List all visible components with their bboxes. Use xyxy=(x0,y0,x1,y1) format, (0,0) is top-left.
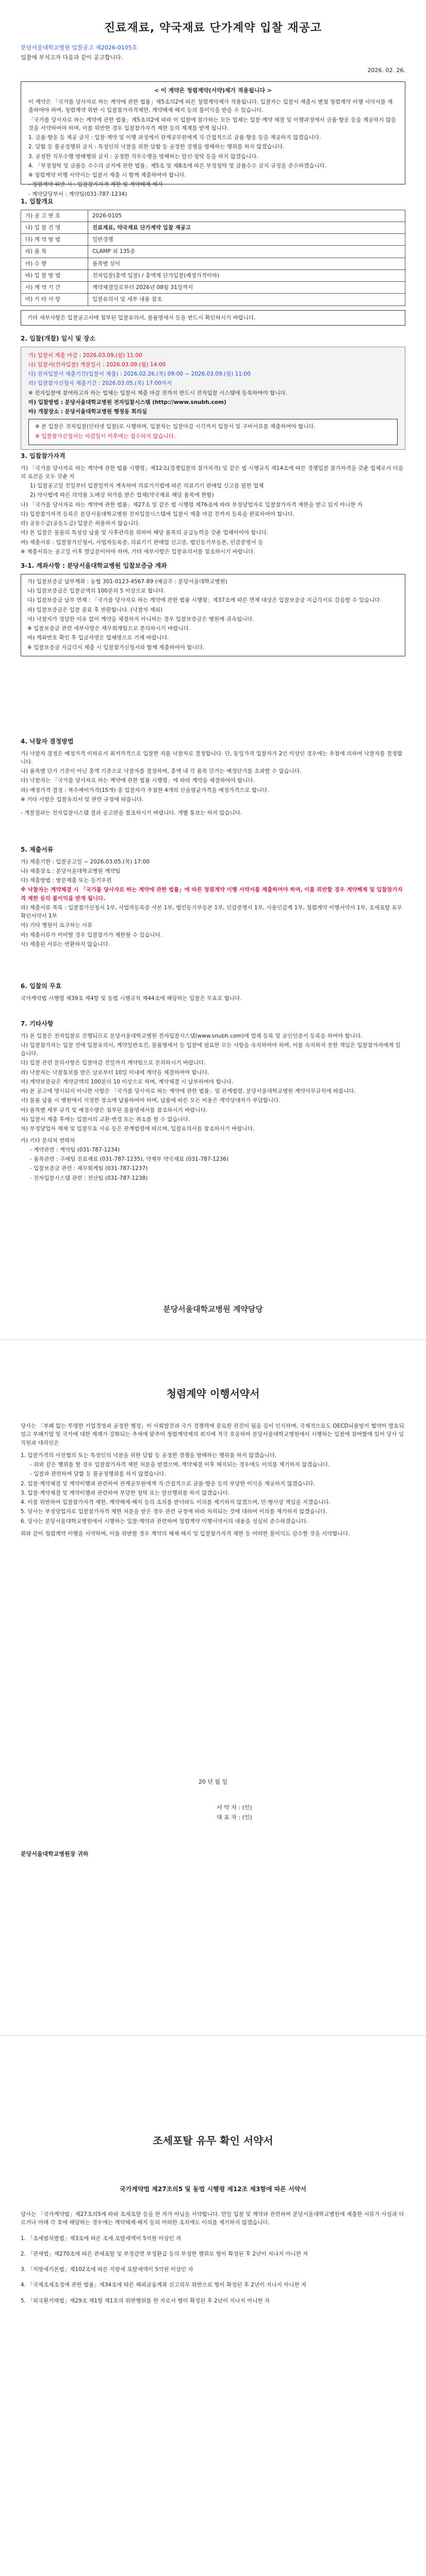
schedule-note xyxy=(28,419,398,445)
misc-line: 차) 부정당업자 제재 및 입찰무효 사유 등은 관계법령에 따르며, 입찰유의서를 참조하시기 바랍니다. xyxy=(21,1126,255,1132)
pledge1-paragraph: - 위와 같은 행위를 할 경우 입찰참가자격 제한 처분을 받겠으며, 계약체결 이후 해지되는 경우에도 이의를 제기하지 않겠습니다. xyxy=(30,1462,330,1468)
eligibility-line: 2) 약사법에 따른 의약품 도매상 허가를 받은 업체(약국재료 해당 품목에 한함) xyxy=(30,492,214,499)
signature-line: 대 표 자 : (인) xyxy=(217,1814,252,1821)
contact-line: - 품목관련 : 구매팀 진료재료 (031-787-1235), 약제부 약국재료 (031-787-1236) xyxy=(30,1156,229,1163)
section-misc xyxy=(21,1019,405,1183)
documents-line: 마) 기타 병원이 요구하는 서류 xyxy=(21,922,93,929)
pledge2-title: 조세포탈 유무 확인 서약서 xyxy=(153,2134,273,2147)
documents-line: 바) 제출서류가 미비할 경우 입찰참가가 제한될 수 있습니다. xyxy=(21,931,162,938)
section-eligibility xyxy=(21,451,405,656)
contact-line: - 입찰보증금 관련 : 재무회계팀 (031-787-1237) xyxy=(30,1165,148,1172)
documents-warning: ※ 낙찰자는 계약체결 시 「국가를 당사자로 하는 계약에 관한 법률」에 따른 청렴계약 이행 서약서를 제출하여야 하며, 이를 위반할 경우 계약해제 및 입찰참가자격 제한 등의 불이익을 받게 됩니다. xyxy=(21,887,403,902)
row-value: 계약체결일로부터 2026년 08월 31일까지 xyxy=(88,282,405,294)
deposit-line: 라) 입찰보증금은 입찰 종료 후 반환합니다. (낙찰자 제외) xyxy=(27,606,163,613)
misc-line: 마) 계약보증금은 계약금액의 100분의 10 이상으로 하며, 계약체결 시 납부하여야 합니다. xyxy=(21,1078,234,1085)
row-value: 품목별 상이 xyxy=(88,258,405,269)
misc-line: 가) 본 입찰은 전자입찰로 진행되므로 분당서울대학교병원 전자입찰시스템(www.snubh.com)에 업체 등록 및 공인인증서 등록을 하여야 합니다. xyxy=(21,1032,363,1039)
pledge1-paragraph: 3. 입찰·계약체결 및 계약이행과 관련하여 부당한 청탁 또는 알선행위를 하지 않겠습니다. xyxy=(21,1489,230,1496)
eligibility-line: 라) 공동수급(공동도급) 입찰은 허용하지 않습니다. xyxy=(21,520,140,527)
notice-number: 분당서울대학교병원 입찰공고 제2026-0105호 xyxy=(21,44,138,51)
pledge2-paragraph: 2. 「관세법」제270조에 따른 관세포탈 및 부정감면 부정환급 등의 부정한 행위로 형이 확정된 후 2년이 지나지 아니한 자 xyxy=(21,2250,308,2257)
eligibility-line: 바) 제출서류 : 입찰참가신청서, 사업자등록증, 의료기기 판매업 신고증, 법인등기부등본, 인감증명서 등 xyxy=(21,539,264,546)
row-key: 마) 수 량 xyxy=(21,258,88,269)
row-key: 사) 계 약 기 간 xyxy=(21,282,88,294)
ethics-line: 3. 공정한 직무수행 방해행위 금지 : 공정한 직무수행을 방해하는 알선·청탁 등을 하지 않겠습니다. xyxy=(28,153,258,160)
deposit-line: 다) 입찰보증금 납부 면제 : 「국가를 당사자로 하는 계약에 관한 법률 시행령」제37조에 따른 면제 대상은 입찰보증금 지급각서로 갈음할 수 있습니다. xyxy=(27,597,382,604)
row-key: 나) 입 찰 건 명 xyxy=(21,222,88,233)
pledge1-signatures xyxy=(21,1803,405,1823)
pledge1-paragraph: 1. 입찰가격의 사전협의 또는 특정인의 낙찰을 위한 담합 등 공정한 경쟁을 방해하는 행위를 하지 않겠습니다. xyxy=(21,1452,277,1459)
row-value: 2026-0105 xyxy=(88,210,405,222)
table-row xyxy=(21,222,405,233)
overview-table xyxy=(21,210,405,306)
table-row xyxy=(21,258,405,269)
deposit-line: 바) 계좌번호 확인 후 입금자명은 업체명으로 기재 바랍니다. xyxy=(27,635,169,641)
page-divider xyxy=(0,2035,426,2036)
notice-title: 진료재료, 약국재료 단가계약 입찰 재공고 xyxy=(104,22,322,35)
award-line: 라) 예정가격 결정 : 복수예비가격(15개) 중 입찰자가 추첨한 4개의 산술평균가격을 예정가격으로 합니다. xyxy=(21,787,269,793)
deposit-line: ※ 입찰보증금 지급각서 제출 시 입찰참가신청서와 함께 제출하여야 합니다. xyxy=(27,644,205,651)
section-heading: 7. 기타사항 xyxy=(21,1020,54,1027)
schedule-line: ※ 입찰참가신청서는 마감일시 이후에는 접수하지 않습니다. xyxy=(35,433,176,439)
schedule-line: 나) 입찰서(전자입찰) 개찰일시 : 2026.03.09.(월) 14:00 xyxy=(28,361,166,368)
row-key: 아) 기 타 사 항 xyxy=(21,294,88,306)
deposit-line: ※ 입찰보증금 관련 세부사항은 재무회계팀으로 문의하시기 바랍니다. xyxy=(27,625,191,632)
eligibility-line: 가) 「국가를 당사자로 하는 계약에 관한 법률 시행령」제12조(경쟁입찰의 참가자격) 및 같은 법 시행규칙 제14조에 따른 경쟁입찰 참가자격을 갖춘 업체로서 다음의 요건을 모두 갖춘 자 xyxy=(21,465,404,480)
section-overview xyxy=(21,197,405,326)
row-value: 입찰유의서 및 세부 내용 참조 xyxy=(88,294,405,306)
table-row xyxy=(21,210,405,222)
pledge1-paragraph: - 입찰과 관련하여 담합 등 불공정행위를 하지 않겠습니다. xyxy=(30,1471,166,1478)
pledge2-paragraph: 3. 「지방세기본법」제102조에 따른 지방세 포탈세액이 5억원 이상인 자 xyxy=(21,2266,193,2273)
pledge2-paragraph: 4. 「국제조세조정에 관한 법률」제34조에 따른 해외금융계좌 신고의무 위반으로 형이 확정된 후 2년이 지나지 아니한 자 xyxy=(21,2282,307,2289)
invalid-line: 국가계약법 시행령 제39조 제4항 및 동법 시행규칙 제44조에 해당하는 입찰은 무효로 합니다. xyxy=(21,995,242,1002)
schedule-box xyxy=(21,347,405,450)
table-row xyxy=(21,234,405,246)
row-key: 라) 품 목 xyxy=(21,246,88,258)
notice-date: 2026. 02. 26. xyxy=(367,67,405,74)
documents-line: 가) 제출기한 : 입찰공고일 ~ 2026.03.05.(목) 17:00 xyxy=(21,858,150,865)
notice-intro: 입찰에 부치고자 다음과 같이 공고합니다. xyxy=(21,54,123,61)
section-award xyxy=(21,737,405,818)
pledge1-paragraph: 2. 입찰·계약체결 및 계약이행과 관련하여 관계공무원에게 직·간접적으로 금품·향응 등의 부당한 이익을 제공하지 않겠습니다. xyxy=(21,1480,315,1487)
notice-header xyxy=(21,43,405,63)
schedule-line: 다) 전자입찰서 제출기간(입찰서 제출) : 2026.02.26.(목) 09:00 ~ 2026.03.09.(월) 11:00 xyxy=(28,371,251,378)
section-invalid xyxy=(21,981,405,1004)
schedule-line: ※ 전자입찰에 참여하고자 하는 업체는 입찰서 제출 마감 전까지 반드시 전자입찰 시스템에 등록하여야 합니다. xyxy=(28,389,287,396)
ethics-line: 이 계약은 「국가를 당사자로 하는 계약에 관한 법률」제5조의2에 따른 청렴계약제가 적용됩니다. 입찰자는 입찰서 제출시 별첨 청렴계약 이행 서약서를 제출하여야 하며, 청렴계약 위반 시 입찰참가자격제한, 계약해제·해지 등의 불이익을 받을 수 있습니다. xyxy=(28,99,393,114)
row-key: 바) 입 찰 방 법 xyxy=(21,269,88,281)
schedule-line: 가) 입찰서 제출 마감 : 2026.03.09.(월) 11:00 xyxy=(28,352,142,359)
misc-line: 자) 입찰서 제출 후에는 입찰서의 교환·변경 또는 취소를 할 수 없습니다. xyxy=(21,1116,190,1123)
schedule-line: 바) 개찰장소 : 분당서울대학교병원 행정동 회의실 xyxy=(28,409,148,415)
misc-line: 아) 품목별 세부 규격 및 예정수량은 첨부된 물품명세서를 참조하시기 바랍니다. xyxy=(21,1107,208,1113)
overview-note: 기타 세부사항은 입찰공고서에 첨부된 입찰유의서, 물품명세서 등을 반드시 확인하시기 바랍니다. xyxy=(21,310,405,326)
schedule-line: ※ 본 입찰은 전자입찰(인터넷 입찰)로 시행하며, 입찰자는 입찰마감 시각까지 입찰서 및 구비서류를 제출하여야 합니다. xyxy=(35,423,316,430)
section-heading: 3. 입찰참가자격 xyxy=(21,452,65,460)
misc-line: 라) 낙찰자는 낙찰통보를 받은 날로부터 10일 이내에 계약을 체결하여야 합니다. xyxy=(21,1069,209,1076)
award-line: 다) 낙찰자는 「국가를 당사자로 하는 계약에 관한 법률 시행령」에 따라 계약을 체결하여야 합니다. xyxy=(21,777,255,784)
section-heading: 2. 입찰(개찰) 일시 및 장소 xyxy=(21,335,95,342)
contact-line: - 계약관련 : 계약팀 (031-787-1234) xyxy=(30,1146,120,1153)
section-documents xyxy=(21,845,405,950)
row-value: 일반경쟁 xyxy=(88,234,405,246)
eligibility-line: 다) 입찰참가자격 등록은 분당서울대학교병원 전자입찰시스템에 입찰서 제출 마감 전까지 등록을 완료하여야 합니다. xyxy=(21,511,295,517)
ethics-line: - 청렴계약 위반 시 : 입찰참가자격 제한 및 계약해제·해지 xyxy=(28,181,163,188)
section-heading: 4. 낙찰자 결정방법 xyxy=(21,738,74,745)
award-result-note: - 개찰결과는 전자입찰시스템 결과 공고란을 참조하시기 바랍니다. 개별 통보는 하지 않습니다. xyxy=(21,810,242,817)
pledge2-body xyxy=(21,2210,405,2312)
documents-line: 다) 제출방법 : 방문제출 또는 등기우편 xyxy=(21,877,112,884)
award-line: 나) 품목별 단가 기준이 아닌 총액 기준으로 낙찰자를 결정하며, 총액 내 각 품목 단가는 예정단가를 초과할 수 없습니다. xyxy=(21,768,302,775)
row-value: CLAMP 외 135종 xyxy=(88,246,405,258)
table-row xyxy=(21,282,405,294)
misc-line: 바) 본 공고에 명시되지 아니한 사항은 「국가를 당사자로 하는 계약에 관한 법률」및 관계법령, 분당서울대학교병원 계약사무규칙에 따릅니다. xyxy=(21,1088,356,1095)
ethics-line: 4. 「부정청탁 및 금품등 수수의 금지에 관한 법률」제5조 및 제8조에 따른 부정청탁 및 금품수수 금지 규정을 준수하겠습니다. xyxy=(28,162,326,169)
eligibility-line: ※ 제출서류는 공고일 이후 발급분이어야 하며, 기타 세부사항은 입찰유의서를 참조하시기 바랍니다. xyxy=(21,548,255,555)
misc-line: 다) 입찰 관련 문의사항은 입찰마감 전일까지 계약팀으로 문의하시기 바랍니다. xyxy=(21,1060,206,1066)
section-heading: 1. 입찰개요 xyxy=(21,198,54,205)
ethics-line: 2. 담합 등 불공정행위 금지 : 특정인의 낙찰을 위한 담합 등 공정한 경쟁을 방해하는 행위를 하지 않겠습니다. xyxy=(28,144,285,150)
deposit-box xyxy=(21,574,405,656)
deposit-line: 마) 낙찰자가 정당한 이유 없이 계약을 체결하지 아니하는 경우 입찰보증금은 병원에 귀속됩니다. xyxy=(27,616,254,622)
pledge1-paragraph: 5. 당사는 부정당업자로 입찰참가자격 제한 처분을 받은 경우 관련 규정에 따라 처리되는 것에 대하여 이의를 제기하지 않겠습니다. xyxy=(21,1509,327,1515)
row-value: 전자입찰(총액 입찰) / 총액제 단가입찰(예정가격이하) xyxy=(88,269,405,281)
section-schedule xyxy=(21,334,405,450)
row-key: 가) 공 고 번 호 xyxy=(21,210,88,222)
ethics-line: ※ 청렴계약 이행 서약서는 입찰서 제출 시 함께 제출하여야 합니다. xyxy=(28,172,186,179)
award-line: ※ 기타 사항은 입찰유의서 및 관련 규정에 따릅니다. xyxy=(21,796,144,803)
eligibility-line: 1) 입찰공고일 전일부터 입찰일까지 계속하여 의료기기법에 따른 의료기기 판매업 신고를 필한 업체 xyxy=(30,483,264,489)
pledge1-paragraph: 위와 같이 청렴계약 이행을 서약하며, 이를 위반할 경우 계약의 해제·해지 및 입찰참가자격 제한 등 어떠한 불이익도 감수할 것을 서약합니다. xyxy=(21,1530,350,1537)
issuer-name: 분당서울대학교병원 계약담당 xyxy=(163,1304,263,1314)
table-row xyxy=(21,246,405,258)
schedule-line: 마) 입찰방법 : 분당서울대학교병원 전자입찰시스템 (http://www.snubh.com) xyxy=(28,399,226,405)
deposit-line: 가) 입찰보증금 납부계좌 : 농협 301-0123-4567-89 (예금주 : 분당서울대학교병원) xyxy=(27,578,227,585)
eligibility-line: 나) 「국가를 당사자로 하는 계약에 관한 법률」제27조 및 같은 법 시행령 제76조에 따라 부정당업자로 입찰참가자격 제한을 받고 있지 아니한 자 xyxy=(21,501,363,508)
documents-line: 사) 제출된 서류는 반환하지 않습니다. xyxy=(21,941,110,947)
ethics-box-body xyxy=(28,98,398,198)
subsection-heading: 3-1. 계좌사항 : 분당서울대학교병원 입찰보증금 계좌 xyxy=(21,562,167,570)
table-row xyxy=(21,269,405,281)
ethics-box xyxy=(21,81,405,197)
pledge1-body xyxy=(21,1422,405,1539)
documents-line: 나) 제출장소 : 분당서울대학교병원 계약팀 xyxy=(21,868,121,874)
pledge1-paragraph: 당사는 「부패 없는 투명한 기업경영과 공정한 행정」이 사회발전과 국가 경쟁력에 중요한 관건이 됨을 깊이 인식하며, 국제적으로도 OECD뇌물방지 협약이 발효되었고 부패기업 및 국가에 대한 제재가 강화되는 추세에 맞추어 청렴계약제의 취지에 적극 호응하여 분당서울대학교병원에서 시행하는 입찰에 참여함에 있어 당사 임직원과 대리인은 xyxy=(21,1423,404,1446)
pledge2-paragraph: 당사는 「국가계약법」제27조의5에 따라 조세포탈 등을 한 자가 아님을 서약합니다. 만일 입찰 및 계약과 관련하여 분당서울대학교병원에 제출한 서류가 사실과 다르거나 아래 각 호에 해당하는 경우에는 계약해제·해지 등의 어떠한 조치에도 이의를 제기하지 않겠습니다. xyxy=(21,2211,404,2226)
row-value: 진료재료, 약국재료 단가계약 입찰 재공고 xyxy=(88,222,405,233)
pledge2-paragraph: 1. 「조세범처벌법」제3조에 따른 조세 포탈세액이 5억원 이상인 자 xyxy=(21,2235,182,2242)
section-heading: 6. 입찰의 무효 xyxy=(21,982,62,990)
pledge1-title: 청렴계약 이행서약서 xyxy=(166,1387,260,1400)
pledge1-paragraph: 4. 이를 위반하여 입찰참가자격 제한, 계약해제·해지 등의 조치를 받더라도 이의를 제기하지 않겠으며, 민·형사상 책임을 지겠습니다. xyxy=(21,1499,331,1506)
contacts-heading: 카) 기타 문의처 연락처 xyxy=(21,1137,75,1144)
pledge1-date: 20 년 월 일 xyxy=(198,1778,228,1785)
misc-line: 나) 입찰참가자는 입찰 전에 입찰유의서, 계약일반조건, 물품명세서 등 입찰에 필요한 모든 사항을 숙지하여야 하며, 이를 숙지하지 못한 책임은 입찰참가자에게 있습니다. xyxy=(21,1042,401,1057)
row-key: 다) 계 약 방 법 xyxy=(21,234,88,246)
signature-line: 서 약 자 : (인) xyxy=(217,1804,252,1811)
pledge1-paragraph: 6. 당사는 분당서울대학교병원에서 시행하는 입찰·계약과 관련하여 청렴계약 이행서약서의 내용을 성실히 준수하겠습니다. xyxy=(21,1518,308,1524)
ethics-line: - 계약담당부서 : 계약팀(031-787-1234) xyxy=(28,191,127,197)
schedule-line: 라) 입찰참가신청서 제출기간 : 2026.03.05.(목) 17:00까지 xyxy=(28,380,172,387)
ethics-line: 1. 금품·향응 등 제공 금지 : 입찰·계약 및 이행 과정에서 관계공무원에게 직·간접적으로 금품·향응 등을 제공하지 않겠습니다. xyxy=(28,134,321,141)
ethics-line: 「국가를 당사자로 하는 계약에 관한 법률」제5조의2에 따라 이 입찰에 참가하는 모든 업체는 입찰·계약 체결 및 이행과정에서 금품·향응 등을 제공하지 않을 것을 서약하여야 하며, 이를 위반한 경우 입찰참가자격 제한 등의 제재를 받게 됩니다. xyxy=(28,116,397,131)
ethics-box-title: < 이 계약은 청렴계약(서약)제가 적용됩니다 > xyxy=(154,87,272,94)
eligibility-line: 마) 본 입찰은 물품의 특성상 납품 및 사후관리를 위하여 해당 품목의 공급능력을 갖춘 업체이어야 합니다. xyxy=(21,530,269,536)
misc-line: 사) 물품 납품 시 병원에서 지정한 장소에 납품하여야 하며, 납품에 따른 모든 비용은 계약상대자가 부담합니다. xyxy=(21,1097,281,1104)
contact-line: - 전자입찰시스템 관련 : 전산팀 (031-787-1238) xyxy=(30,1175,148,1181)
award-line: 가) 낙찰자 결정은 예정가격 이하로서 최저가격으로 입찰한 자를 낙찰자로 결정합니다. 단, 동일가격 입찰자가 2인 이상인 경우에는 추첨에 의하여 낙찰자를 결정합니다. xyxy=(21,750,403,765)
deposit-line: 나) 입찰보증금은 입찰금액의 100분의 5 이상으로 합니다. xyxy=(27,588,166,595)
table-row xyxy=(21,294,405,306)
section-heading: 5. 제출서류 xyxy=(21,846,54,853)
pledge1-recipient: 분당서울대학교병원장 귀하 xyxy=(21,1851,89,1857)
pledge2-subtitle: 국가계약법 제27조의5 및 동법 시행령 제12조 제3항에 따른 서약서 xyxy=(120,2185,306,2193)
pledge2-paragraph: 5. 「외국환거래법」제29조 제1항 제1호의 위반행위를 한 자로서 형이 확정된 후 2년이 지나지 아니한 자 xyxy=(21,2297,270,2304)
documents-line: 라) 제출서류 목록 : 입찰참가신청서 1부, 사업자등록증 사본 1부, 법인등기부등본 1부, 인감증명서 1부, 사용인감계 1부, 청렴계약 이행서약서 1부, 조세포탈 유무 확인서약서 1부 xyxy=(21,904,402,920)
